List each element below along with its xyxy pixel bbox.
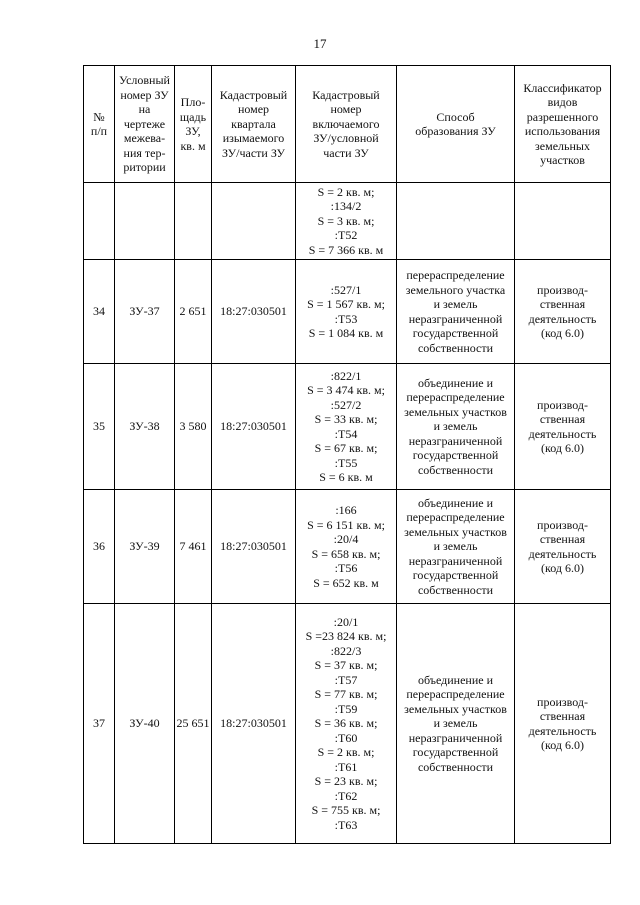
cell-area: 25 651: [175, 604, 212, 844]
cell-method: [397, 183, 515, 260]
land-plots-table: [83, 65, 611, 844]
cell-classifier: производ- ственная деятельность (код 6.0): [515, 260, 611, 364]
cell-num: [84, 183, 115, 260]
header-num: № п/п: [84, 66, 115, 183]
cell-quarter: 18:27:030501: [212, 490, 296, 604]
table-row: [84, 364, 611, 490]
cell-included: :527/1 S = 1 567 кв. м; :Т53 S = 1 084 кв. м: [296, 260, 397, 364]
cell-area: 7 461: [175, 490, 212, 604]
table-row: [84, 490, 611, 604]
page-number: 17: [313, 36, 327, 51]
table-row: [84, 604, 611, 844]
cell-included: :822/1 S = 3 474 кв. м; :527/2 S = 33 кв. м; :Т54 S = 67 кв. м; :Т55 S = 6 кв. м: [296, 364, 397, 490]
cell-zu: [115, 183, 175, 260]
cell-classifier: [515, 183, 611, 260]
cell-included: S = 2 кв. м; :134/2 S = 3 кв. м; :Т52 S = 7 366 кв. м: [296, 183, 397, 260]
cell-included: :20/1 S =23 824 кв. м; :822/3 S = 37 кв. м; :Т57 S = 77 кв. м; :Т59 S = 36 кв. м; :Т60 S = 2 кв. м; :Т61 S = 23 кв. м; :Т62 S = 755 кв. м; :Т63: [296, 604, 397, 844]
cell-classifier: производ- ственная деятельность (код 6.0): [515, 364, 611, 490]
cell-classifier: производ- ственная деятельность (код 6.0): [515, 490, 611, 604]
table-row: [84, 260, 611, 364]
cell-zu: ЗУ-37: [115, 260, 175, 364]
header-use-classifier: Классификатор видов разрешенного использования земельных участков: [515, 66, 611, 183]
cell-method: перераспределение земельного участка и земель неразграниченной государственной собственности: [397, 260, 515, 364]
continuation-row: [84, 183, 611, 260]
cell-classifier: производ- ственная деятельность (код 6.0): [515, 604, 611, 844]
cell-method: объединение и перераспределение земельных участков и земель неразграниченной государственной собственности: [397, 604, 515, 844]
header-formation-method: Способ образования ЗУ: [397, 66, 515, 183]
cell-quarter: 18:27:030501: [212, 604, 296, 844]
cell-zu: ЗУ-40: [115, 604, 175, 844]
cell-area: 2 651: [175, 260, 212, 364]
cell-zu: ЗУ-38: [115, 364, 175, 490]
cell-num: 37: [84, 604, 115, 844]
cell-quarter: 18:27:030501: [212, 364, 296, 490]
header-zu-number: Условный номер ЗУ на чертеже межева- ния тер- ритории: [115, 66, 175, 183]
cell-zu: ЗУ-39: [115, 490, 175, 604]
cell-area: 3 580: [175, 364, 212, 490]
cell-method: объединение и перераспределение земельных участков и земель неразграниченной государственной собственности: [397, 490, 515, 604]
cell-num: 36: [84, 490, 115, 604]
cell-quarter: 18:27:030501: [212, 260, 296, 364]
header-row: [84, 66, 611, 183]
cell-quarter: [212, 183, 296, 260]
cell-included: :166 S = 6 151 кв. м; :20/4 S = 658 кв. м; :Т56 S = 652 кв. м: [296, 490, 397, 604]
header-area: Пло- щадь ЗУ, кв. м: [175, 66, 212, 183]
header-included-cadastral-number: Кадастровый номер включаемого ЗУ/условной части ЗУ: [296, 66, 397, 183]
header-quarter-cadastral-number: Кадастровый номер квартала изымаемого ЗУ/части ЗУ: [212, 66, 296, 183]
cell-num: 35: [84, 364, 115, 490]
cell-method: объединение и перераспределение земельных участков и земель неразграниченной государственной собственности: [397, 364, 515, 490]
cell-num: 34: [84, 260, 115, 364]
cell-area: [175, 183, 212, 260]
